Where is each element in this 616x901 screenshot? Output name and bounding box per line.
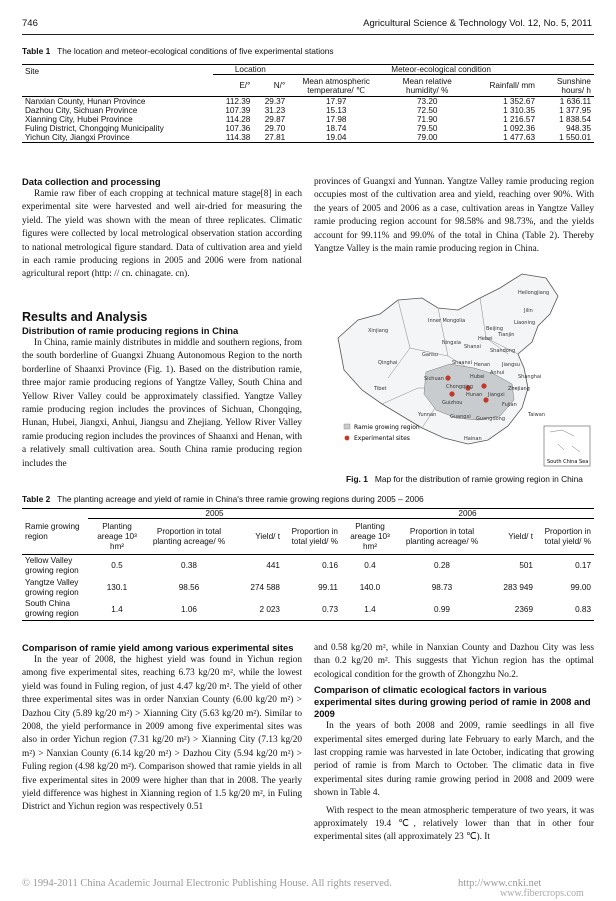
figure1-label: Fig. 1 <box>346 474 368 484</box>
table2-year-2005: 2005 <box>88 509 341 519</box>
map-label: Tianjin <box>498 332 515 338</box>
map-label: Jilin <box>524 308 533 314</box>
table1-caption <box>22 46 594 56</box>
table2-col-region: Ramie growing region <box>25 521 80 541</box>
table2-col-prop-yield: Proportion in total yield/ % <box>291 526 338 546</box>
copyright-footer: © 1994-2011 China Academic Journal Electronic Publishing House. All rights reserved. <box>22 878 392 889</box>
footer-url[interactable]: http://www.cnki.net <box>458 878 542 889</box>
right-column-bottom <box>314 642 594 845</box>
cell-e: 112.39 <box>225 97 251 106</box>
table1-col-rain: Rainfall/ mm <box>489 81 535 90</box>
table2-col-yield: Yield/ t <box>508 532 533 541</box>
cell-hum: 79.00 <box>416 133 438 142</box>
experimental-site-marker <box>483 397 488 402</box>
table2 <box>22 508 594 621</box>
table1-col-hum: Mean relative humidity/ % <box>402 76 452 95</box>
cell: 2369 <box>514 604 533 614</box>
map-label: Zhejiang <box>508 386 530 392</box>
cell: 0.28 <box>434 561 450 571</box>
cell: 98.56 <box>178 583 200 592</box>
legend-swatch-sites <box>345 436 350 441</box>
section-heading: Data collection and processing <box>22 176 161 187</box>
cell-temp: 18.74 <box>325 124 347 133</box>
table-row <box>22 577 594 599</box>
table2-title: The planting acreage and yield of ramie in China's three ramie growing regions during 2005 – 2006 <box>57 494 424 504</box>
cell-sun: 1 550.01 <box>559 133 591 142</box>
cell-e: 107.39 <box>225 106 251 115</box>
map-label: Yunnan <box>418 412 437 418</box>
figure1-caption <box>346 474 583 484</box>
paragraph: and 0.58 kg/20 m², while in Nanxian County and Dazhou City was less than 0.2 kg/20 m². This suggests that Yichun region has the optimal ecological condition for the growth of Zhongzhu No.2. <box>314 643 594 680</box>
map-label: Hubei <box>470 374 485 380</box>
map-label: Inner Mongolia <box>428 318 466 324</box>
cell: 283 949 <box>503 583 533 592</box>
cell-rain: 1 310.35 <box>503 106 535 115</box>
cell-rain: 1 477.63 <box>503 133 535 142</box>
cell: 0.4 <box>364 561 376 571</box>
paragraph: provinces of Guangxi and Yunnan. Yangtze Valley ramie producing region occupies most of the cultivation area and yield, reaching over 90%. With the years of 2005 and 2006 as a case, cultivation areas in Yangtze Valley ramie producing region account for 98.58% and 98.73%, and the yields account for 99.11% and 99.0% of the total in China (Table 2). Thereby Yangtze Valley is the main ramie producing region in China. <box>314 177 594 255</box>
watermark: www.fibercrops.com <box>500 888 584 899</box>
cell-hum: 71.90 <box>416 115 438 124</box>
table1-col-n: N/° <box>273 81 286 90</box>
cell: 140.0 <box>359 583 381 592</box>
cell-site: Dazhou City, Sichuan Province <box>25 106 138 115</box>
cell: 1.4 <box>364 604 376 614</box>
legend-region-label: Ramie growing region <box>354 424 420 431</box>
cell: 98.73 <box>431 583 453 592</box>
experimental-site-marker <box>449 391 454 396</box>
china-outline <box>338 274 558 444</box>
cell-temp: 17.97 <box>325 97 347 106</box>
cell-site: Xianning City, Hubei Province <box>25 115 133 124</box>
cell-n: 31.23 <box>264 106 286 115</box>
legend-sites-label: Experimental sites <box>354 435 410 442</box>
map-label: Qinghai <box>378 360 398 366</box>
cell: 0.17 <box>575 561 591 571</box>
section-yield-comparison <box>22 642 302 815</box>
map-label: Shandong <box>490 348 516 354</box>
cell: 130.1 <box>106 583 128 592</box>
cell-region: Yellow Valley growing region <box>25 555 79 575</box>
map-label: Taiwan <box>528 412 546 418</box>
experimental-site-marker <box>445 375 450 380</box>
cell: 0.5 <box>111 561 123 571</box>
cell-e: 107.36 <box>225 124 251 133</box>
cell: 0.73 <box>322 604 338 614</box>
paragraph: In China, ramie mainly distributes in middle and southern regions, from the south borderline of Guangxi Zhuang Autonomous Region to the north borderline of Shaanxi Province (Fig. 1). Based on the distribution ramie, three major ramie producing regions of Yangtze Valley, South China and Yellow River Valley could be approximately classified. Yangtze Valley ramie producing region includes the provinces of Sichuan, Chongqing, Hunan, Hubei, Jiangxi, Anhui, Jiangsu and Zhejiang. Yellow River Valley ramie producing region includes the provinces of Shaanxi and Henan, with a relatively small cultivation area. South China ramie producing region includes the <box>22 338 302 469</box>
map-label: Sichuan <box>424 376 444 382</box>
table2-col-area: Planting areage 10³ hm² <box>97 521 137 551</box>
cell-sun: 1 838.54 <box>559 115 591 124</box>
table1-title: The location and meteor-ecological conditions of five experimental stations <box>57 46 334 56</box>
table1-label: Table 1 <box>22 46 51 56</box>
map-label: Hainan <box>464 436 482 442</box>
table2-year-2006: 2006 <box>341 509 594 519</box>
right-column-top <box>314 176 594 256</box>
paragraph: In the years of both 2008 and 2009, ramie seedlings in all five experimental sites emerged during late February to early March, and the last cropping ramie was harvested in late October, indicating that growing period of ramie is from March to October. The climatic data in five experimental sites during ramie growing period in 2008 and 2009 were shown in Table 4. <box>314 721 594 799</box>
table-row <box>22 555 594 577</box>
paragraph: With respect to the mean atmospheric temperature of two years, it was approximately 19.4 ℃, relatively lower than that in other four experimental sites (all approximately 23 ℃). It <box>314 805 594 843</box>
subsection-heading: Distribution of ramie producing regions in China <box>22 325 239 336</box>
cell-e: 114.28 <box>225 115 251 124</box>
map-label: Anhui <box>490 370 505 376</box>
table2-col-yield: Yield/ t <box>255 532 280 541</box>
table1-col-sun: Sunshine hours/ h <box>556 76 591 95</box>
legend-swatch-region <box>344 424 350 429</box>
cell-hum: 73.20 <box>416 97 438 106</box>
cell-sun: 1 636.11 <box>559 97 591 106</box>
cell-region: Yangtze Valley growing region <box>25 577 79 597</box>
section-heading: Comparison of ramie yield among various experimental sites <box>22 642 294 653</box>
table-row <box>22 124 594 133</box>
table2-caption <box>22 494 594 504</box>
table1 <box>22 64 594 143</box>
map-label: Fujian <box>502 402 517 408</box>
map-label: Jiangxi <box>488 392 505 398</box>
table1-group-location: Location <box>213 65 289 75</box>
map-label: Guizhou <box>442 400 463 406</box>
table-row <box>22 115 594 124</box>
cell-region: South China growing region <box>25 599 79 619</box>
table1-col-temp: Mean atmospheric temperature/ ℃ <box>302 76 370 95</box>
map-label: Henan <box>474 362 491 368</box>
cell-temp: 19.04 <box>325 133 347 142</box>
cell-hum: 72.50 <box>416 106 438 115</box>
cell: 441 <box>266 561 280 571</box>
cell: 99.00 <box>570 583 591 592</box>
page-number: 746 <box>22 18 38 29</box>
cell-temp: 17.98 <box>325 115 347 124</box>
table-row <box>22 106 594 115</box>
cell: 2 023 <box>259 604 280 614</box>
table2-col-prop-yield: Proportion in total yield/ % <box>544 526 591 546</box>
cell-sun: 1 377.95 <box>559 106 591 115</box>
map-label: Liaoning <box>514 320 536 326</box>
cell-rain: 1 216.57 <box>503 115 535 124</box>
map-label: Hebei <box>478 336 493 342</box>
table2-label: Table 2 <box>22 494 51 504</box>
paragraph: Ramie raw fiber of each cropping at technical mature stage[8] in each experimental site were harvested and well air-dried for measuring the yield. The yield was shown with the mean of three replicates. Climatic figures were collected by local metrological observation station according to national metrological figure standard. Data of cultivation area and yield in each ramie producing regions in 2005 and 2006 were from national agricultural report (http: // cn. chinagate. cn). <box>22 189 302 280</box>
china-map-figure <box>318 268 596 468</box>
map-label: Shanxi <box>464 344 481 350</box>
cell-site: Yichun City, Jiangxi Province <box>25 133 130 142</box>
cell: 274 588 <box>250 583 280 592</box>
cell-sun: 948.35 <box>565 124 591 133</box>
journal-header: Agricultural Science & Technology Vol. 12, No. 5, 2011 <box>363 18 592 29</box>
cell: 0.38 <box>181 561 197 571</box>
cell: 0.16 <box>322 561 338 571</box>
table2-col-area: Planting areage 10³ hm² <box>350 521 390 551</box>
cell-site: Fuling District, Chongqing Municipality <box>25 124 164 133</box>
header-rule <box>22 34 594 35</box>
map-label: Heilongjiang <box>518 290 550 296</box>
section-title: Results and Analysis <box>22 310 148 324</box>
map-label: Chongqing <box>446 384 473 390</box>
table2-col-prop-area: Proportion in total planting acreage/ % <box>405 526 479 546</box>
map-label: Guangxi <box>450 414 471 420</box>
map-label: Shanghai <box>518 374 542 380</box>
table-row <box>22 97 594 107</box>
cell-rain: 1 352.67 <box>503 97 535 106</box>
cell-n: 29.37 <box>264 97 286 106</box>
section-results <box>22 310 302 471</box>
cell: 1.4 <box>111 604 123 614</box>
cell-hum: 79.50 <box>416 124 438 133</box>
cell: 501 <box>519 561 533 571</box>
map-label: Shaanxi <box>452 360 472 366</box>
table1-col-site: Site <box>25 67 40 76</box>
cell-temp: 15.13 <box>325 106 347 115</box>
cell-n: 27.81 <box>264 133 286 142</box>
map-label: Xinjiang <box>368 328 389 334</box>
map-label: Jiangsu <box>502 362 521 368</box>
cell: 0.99 <box>434 604 450 614</box>
figure1-title: Map for the distribution of ramie growing region in China <box>374 474 583 484</box>
map-label: Beijing <box>486 326 504 332</box>
cell: 1.06 <box>181 604 197 614</box>
section-heading: Comparison of climatic ecological factors in various experimental sites during growing period of ramie in 2008 and 2009 <box>314 684 591 720</box>
cell-site: Nanxian County, Hunan Province <box>25 97 146 106</box>
map-label: Guangdong <box>476 416 506 422</box>
cell: 0.83 <box>575 604 591 614</box>
table1-col-e: E/° <box>239 81 251 90</box>
experimental-site-marker <box>481 383 486 388</box>
cell-n: 29.70 <box>264 124 286 133</box>
cell-n: 29.87 <box>264 115 286 124</box>
cell: 99.11 <box>318 583 338 592</box>
map-label: Gansu <box>422 352 438 358</box>
table-row <box>22 133 594 143</box>
section-data-collection <box>22 176 302 282</box>
map-label: Hunan <box>466 392 483 398</box>
cell-e: 114.38 <box>225 133 251 142</box>
paragraph: In the year of 2008, the highest yield was found in Yichun region among five experimental sites, reaching 6.73 kg/20 m², while the lowest yield was found in Fuling region, of just 4.47 kg/20 m². The yield of other three experimental sites was in order Nanxian County (6.00 kg/20 m²) > Dazhou City (5.89 kg/20 m²) > Xianning City (5.63 kg/20 m²). Similar to 2008, the yield performance in 2009 among five experimental sites was also in order Yichun region (7.31 kg/20 m²) > Xianning City (7.13 kg/20 m²) > Nanxian County (6.14 kg/20 m²) > Dazhou City (5.94 kg/20 m²) > Fuling region (4.98 kg/20 m²). Comparison showed that ramie yields in all five experimental sites in 2009 were higher than that in 2008. The yearly yield difference was highest in Xianning region of 1.5 kg/20 m², in Fuling District and Yichun region was respectively 0.51 <box>22 655 302 813</box>
inset-label: South China Sea <box>547 459 589 465</box>
map-label: Tibet <box>374 386 387 392</box>
map-label: Ningxia <box>442 340 461 346</box>
table2-col-prop-area: Proportion in total planting acreage/ % <box>152 526 226 546</box>
table-row <box>22 599 594 621</box>
cell-rain: 1 092.36 <box>503 124 535 133</box>
table1-group-meteor: Meteor-ecological condition <box>288 65 594 75</box>
